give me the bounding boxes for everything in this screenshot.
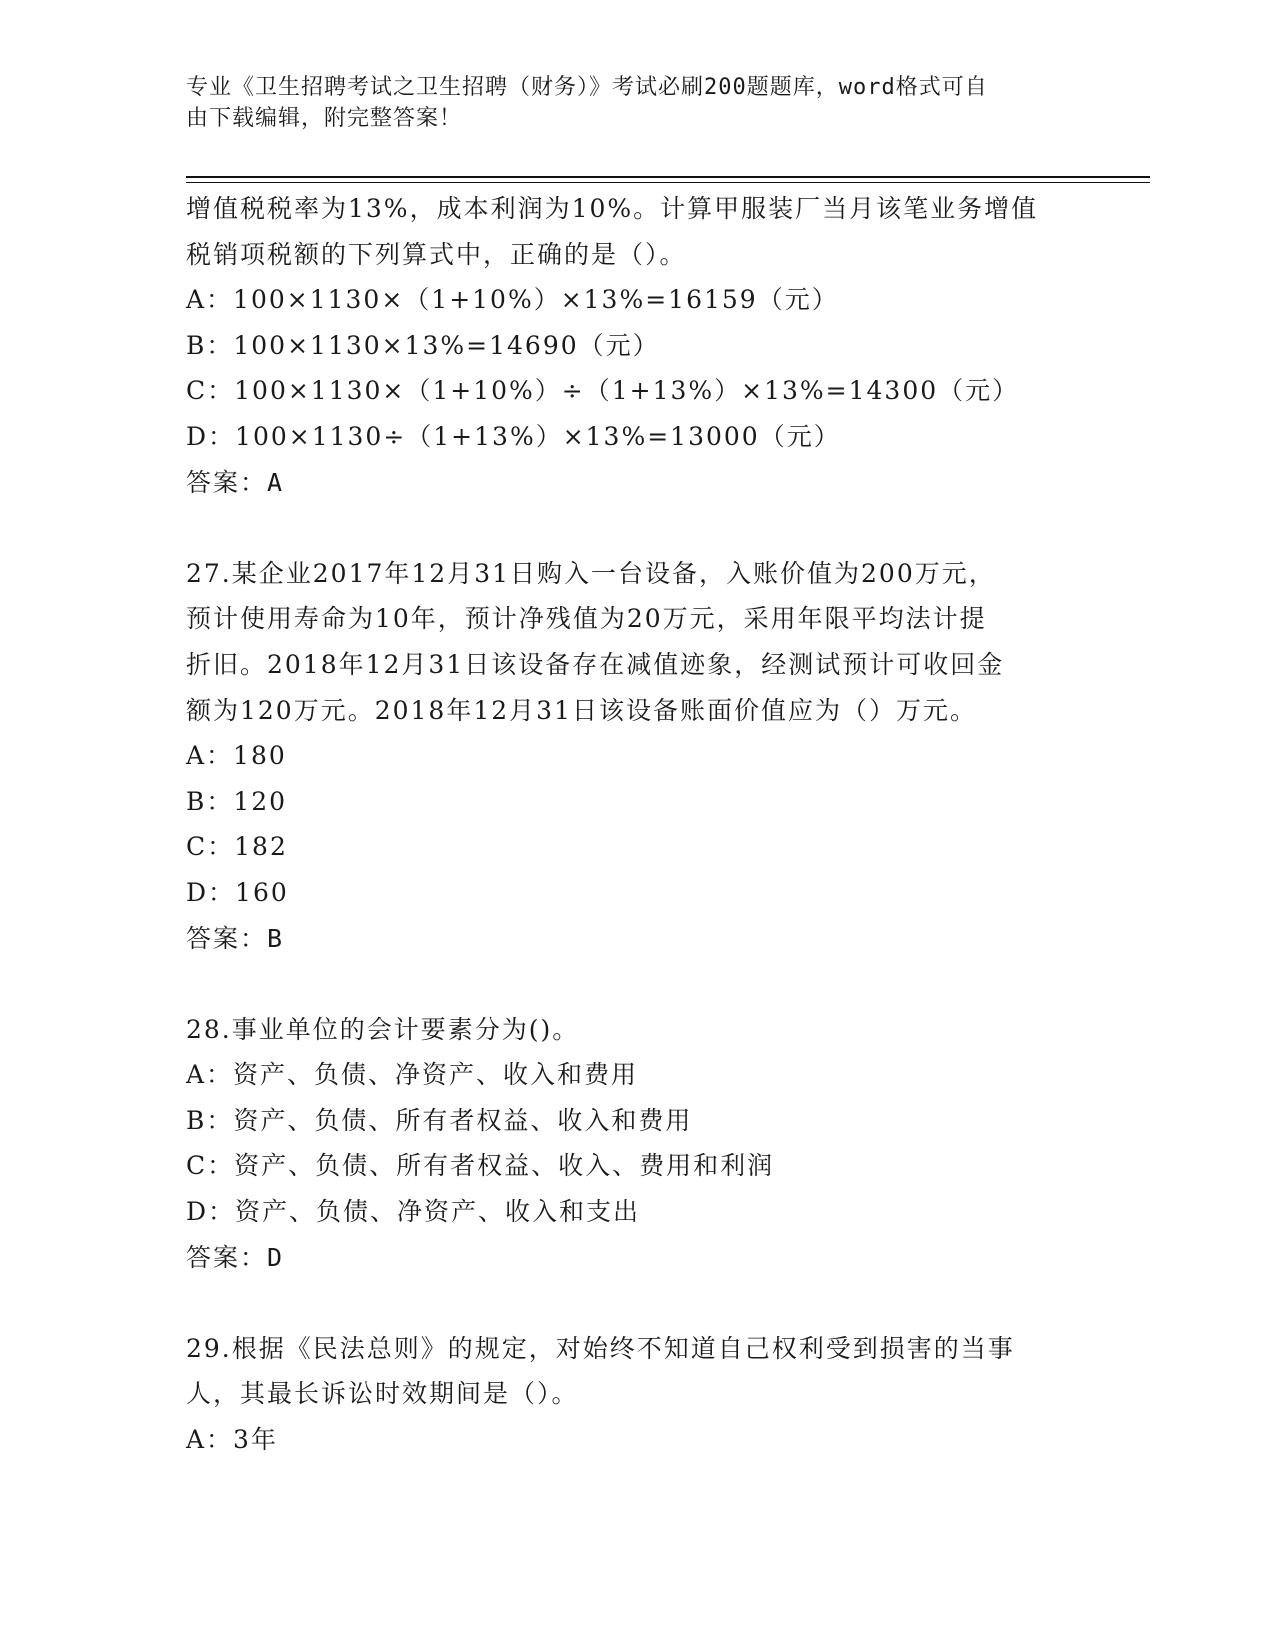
option-b: B：资产、负债、所有者权益、收入和费用 bbox=[186, 1105, 693, 1135]
question-stem-line: 折旧。2018年12月31日该设备存在减值迹象，经测试预计可收回金 bbox=[186, 649, 1005, 679]
question-28 bbox=[186, 1007, 1086, 1281]
question-stem-line: 人，其最长诉讼时效期间是（）。 bbox=[186, 1379, 579, 1409]
option-c: C：182 bbox=[186, 832, 288, 862]
question-stem-line: 额为120万元。2018年12月31日该设备账面价值应为（）万元。 bbox=[186, 695, 977, 725]
spacer bbox=[186, 961, 1086, 1007]
question-stem-line: 增值税税率为13%，成本利润为10%。计算甲服装厂当月该笔业务增值 bbox=[186, 194, 1039, 223]
option-b: B：120 bbox=[186, 786, 288, 816]
option-a: A：100×1130×（1+10%）×13%=16159（元） bbox=[186, 285, 839, 315]
question-stem-line: 29.根据《民法总则》的规定，对始终不知道自己权利受到损害的当事 bbox=[186, 1333, 1015, 1363]
option-b: B：100×1130×13%=14690（元） bbox=[186, 330, 660, 360]
question-stem-line: 28.事业单位的会计要素分为()。 bbox=[186, 1014, 580, 1044]
option-d: D：资产、负债、净资产、收入和支出 bbox=[186, 1197, 641, 1227]
question-stem-line: 27.某企业2017年12月31日购入一台设备，入账价值为200万元， bbox=[186, 558, 996, 588]
header-divider-thick bbox=[186, 176, 1150, 178]
question-27 bbox=[186, 551, 1086, 961]
spacer bbox=[186, 1280, 1086, 1326]
question-29 bbox=[186, 1326, 1086, 1463]
question-stem-line: 税销项税额的下列算式中，正确的是（）。 bbox=[186, 239, 687, 269]
option-a: A：资产、负债、净资产、收入和费用 bbox=[186, 1060, 639, 1090]
spacer bbox=[186, 505, 1086, 551]
header-line-2: 由下载编辑，附完整答案！ bbox=[186, 106, 463, 131]
header-divider-thin bbox=[186, 182, 1150, 183]
document-body bbox=[186, 186, 1086, 1463]
option-c: C：100×1130×（1+10%）÷（1+13%）×13%=14300（元） bbox=[186, 376, 1020, 406]
answer-line: 答案：A bbox=[186, 467, 285, 497]
option-d: D：100×1130÷（1+13%）×13%=13000（元） bbox=[186, 421, 841, 451]
question-stem-line: 预计使用寿命为10年，预计净残值为20万元，采用年限平均法计提 bbox=[186, 604, 987, 634]
answer-line: 答案：D bbox=[186, 1242, 285, 1272]
option-a: A：3年 bbox=[186, 1425, 278, 1455]
header-line-1: 专业《卫生招聘考试之卫生招聘（财务）》考试必刷200题题库，word格式可自 bbox=[186, 75, 988, 100]
document-header bbox=[186, 72, 1066, 134]
option-a: A：180 bbox=[186, 741, 287, 771]
option-c: C：资产、负债、所有者权益、收入、费用和利润 bbox=[186, 1151, 775, 1181]
option-d: D：160 bbox=[186, 877, 289, 907]
question-26-continued bbox=[186, 186, 1086, 505]
answer-line: 答案：B bbox=[186, 923, 285, 953]
